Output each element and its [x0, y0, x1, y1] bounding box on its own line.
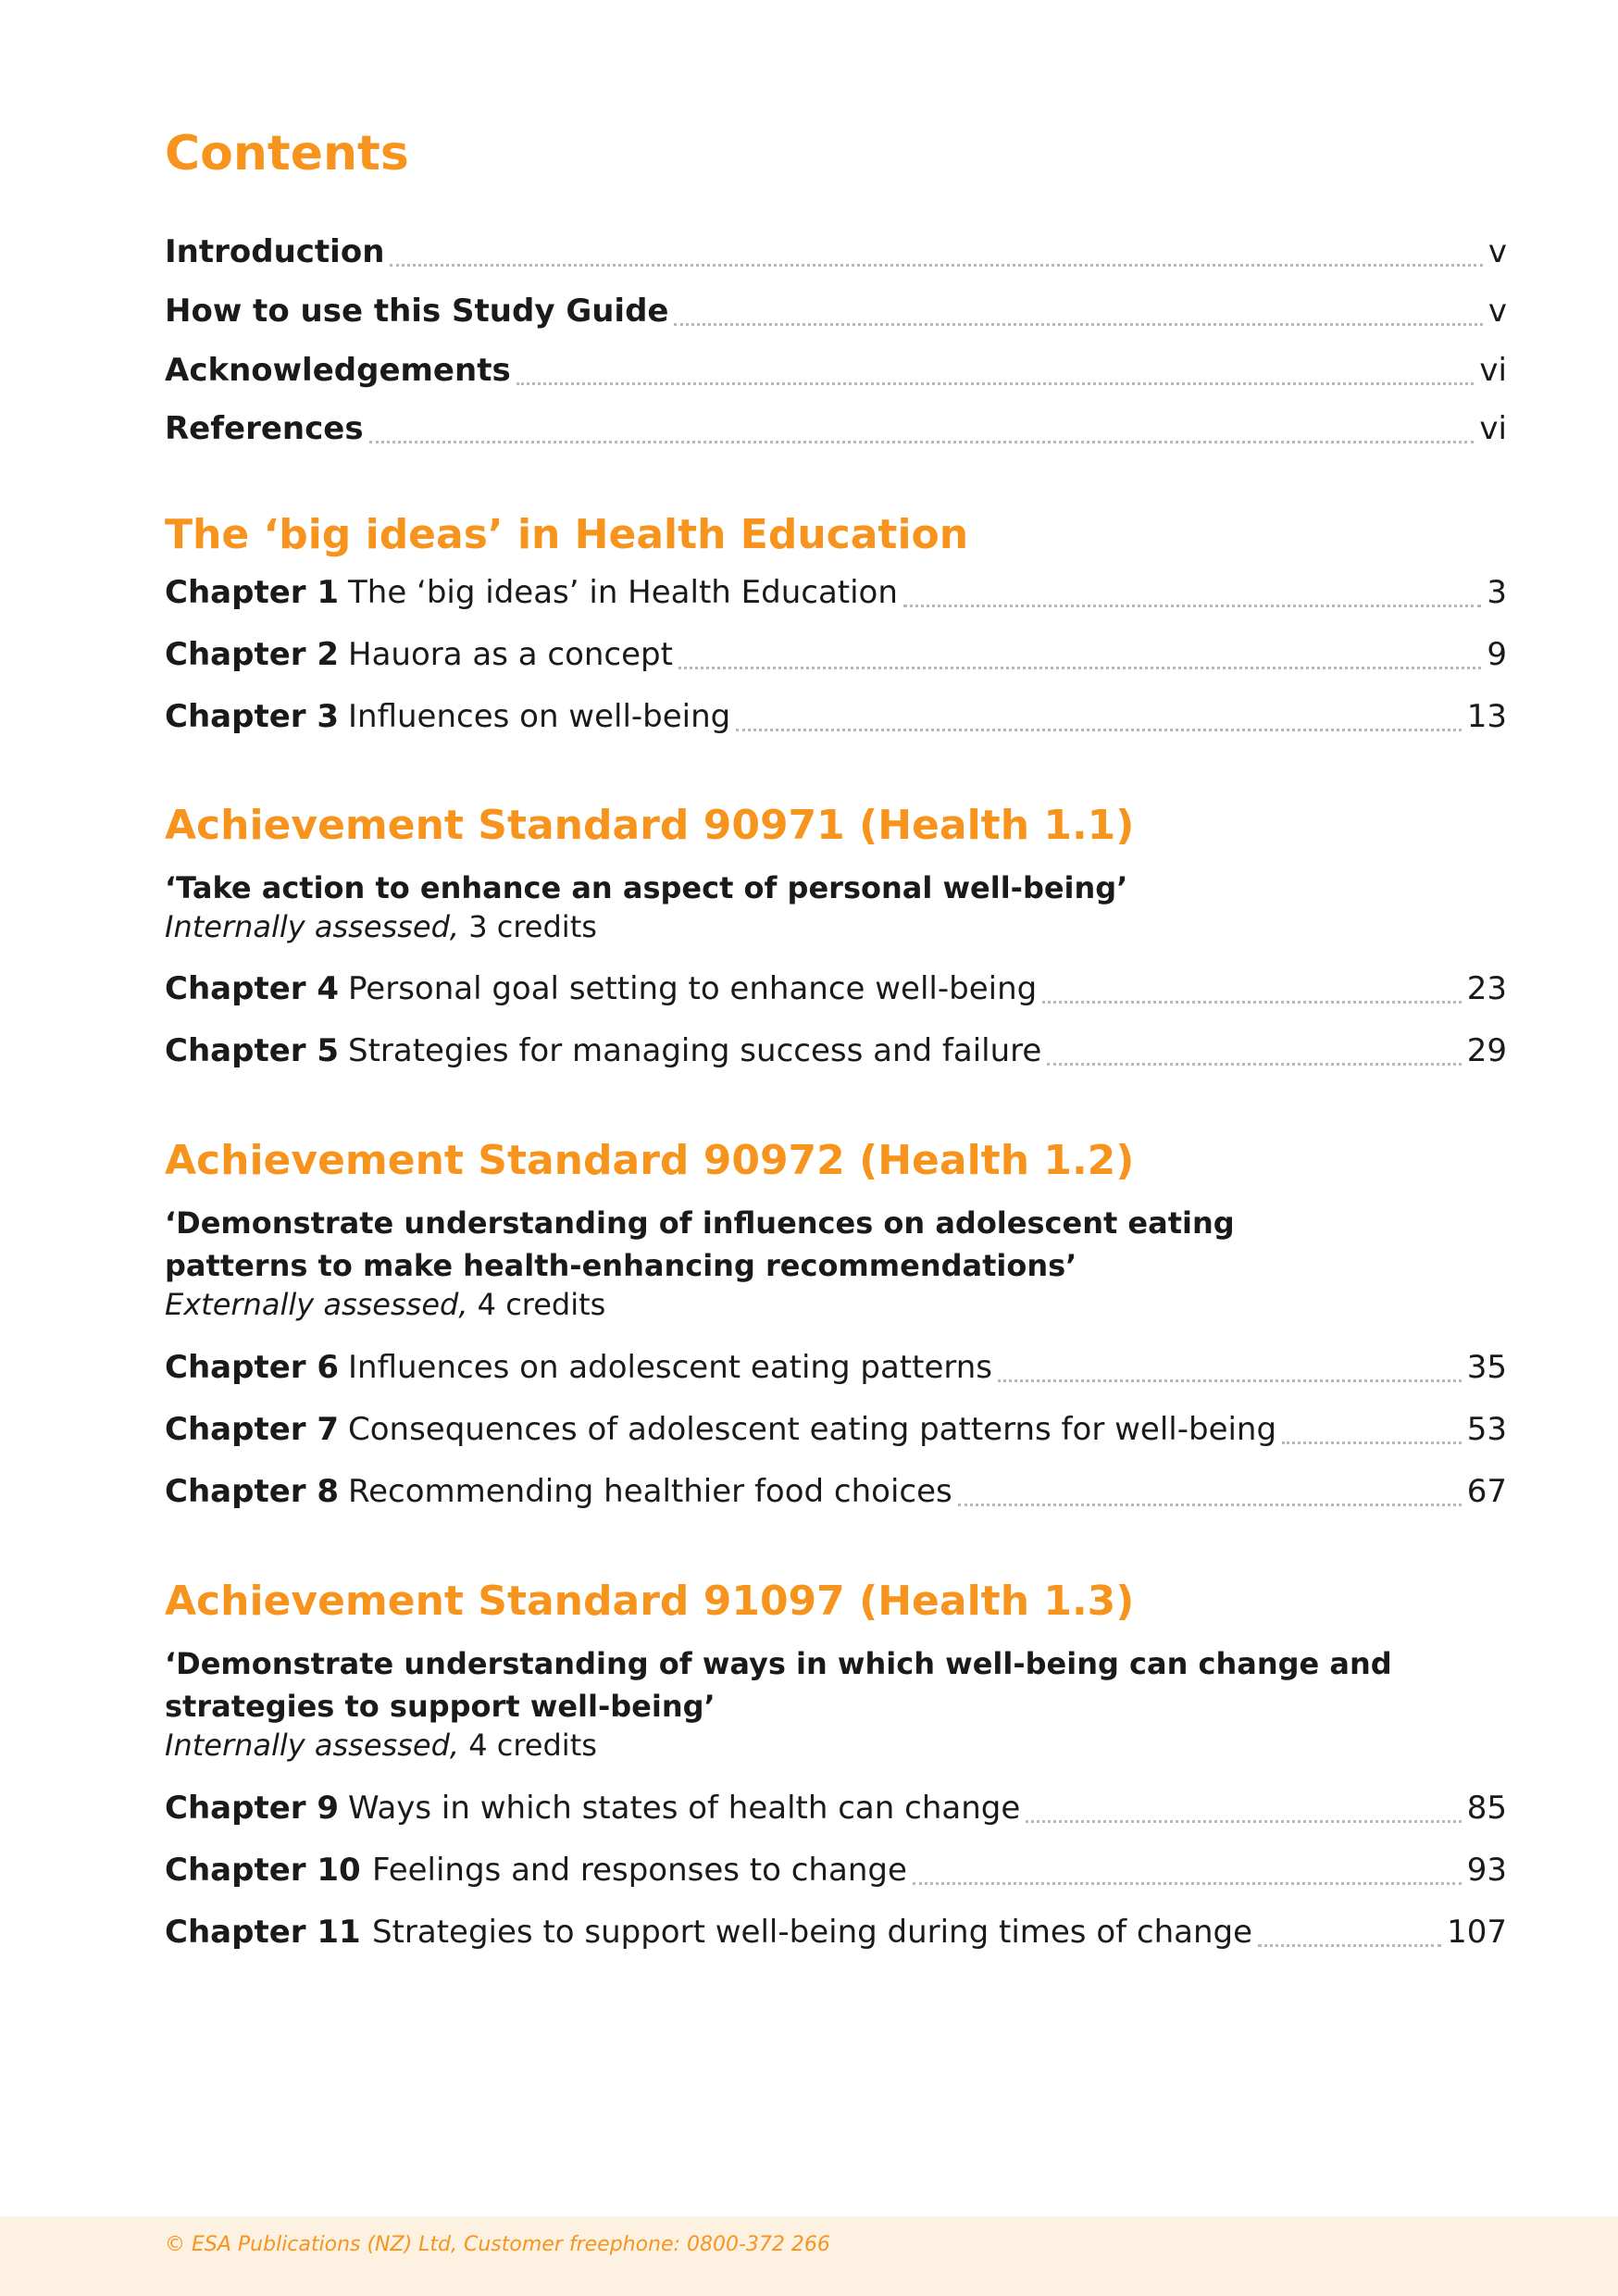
dot-leader: [517, 382, 1475, 385]
toc-entry-chapter-8[interactable]: [165, 1473, 1507, 1519]
toc-entry-chapter-1[interactable]: [165, 574, 1507, 620]
chapter-page: 35: [1466, 1349, 1507, 1386]
entry-label: Introduction: [165, 233, 385, 270]
chapter-page: 29: [1466, 1032, 1507, 1069]
dot-leader: [1042, 1001, 1462, 1004]
toc-entry-chapter-3[interactable]: [165, 698, 1507, 744]
dot-leader: [958, 1504, 1462, 1506]
toc-entry-references[interactable]: [165, 410, 1507, 456]
chapter-title: The ‘big ideas’ in Health Education: [348, 574, 898, 611]
standard-title: ‘Demonstrate understanding of ways in which well-being can change and strategies to support well-being’: [165, 1646, 1392, 1724]
chapter-number: Chapter 11: [165, 1914, 361, 1951]
chapter-page: 85: [1466, 1790, 1507, 1827]
toc-entry-chapter-6[interactable]: [165, 1349, 1507, 1395]
toc-entry-chapter-2[interactable]: [165, 636, 1507, 682]
section-heading: Achievement Standard 91097 (Health 1.3): [165, 1578, 1135, 1625]
chapter-page: 67: [1466, 1473, 1507, 1510]
chapter-number: Chapter 3: [165, 698, 340, 735]
assessment-info: [165, 1287, 605, 1322]
toc-entry-chapter-4[interactable]: [165, 970, 1507, 1017]
chapter-page: 23: [1466, 970, 1507, 1007]
chapter-title: Personal goal setting to enhance well-being: [348, 970, 1038, 1007]
dot-leader: [998, 1379, 1462, 1382]
dot-leader: [1026, 1820, 1461, 1823]
toc-entry-acknowledgements[interactable]: [165, 352, 1507, 398]
entry-page: vi: [1479, 352, 1507, 389]
credits: 4 credits: [468, 1728, 597, 1763]
standard-title: ‘Take action to enhance an aspect of personal well-being’: [165, 870, 1128, 905]
chapter-number: Chapter 2: [165, 636, 340, 673]
dot-leader: [390, 264, 1482, 267]
toc-entry-chapter-7[interactable]: [165, 1411, 1507, 1457]
chapter-title: Feelings and responses to change: [372, 1852, 907, 1889]
entry-page: vi: [1479, 410, 1507, 447]
chapter-number: Chapter 5: [165, 1032, 340, 1069]
credits: 4 credits: [477, 1287, 606, 1322]
toc-entry-chapter-10[interactable]: [165, 1852, 1507, 1898]
page-footer: [0, 2216, 1618, 2296]
dot-leader: [736, 729, 1461, 731]
dot-leader: [903, 605, 1481, 607]
assessment-type: Externally assessed,: [165, 1287, 468, 1322]
section-heading: The ‘big ideas’ in Health Education: [165, 511, 969, 558]
entry-page: v: [1487, 233, 1507, 270]
dot-leader: [913, 1882, 1462, 1885]
toc-entry-chapter-9[interactable]: [165, 1790, 1507, 1836]
toc-entry-how-to-use[interactable]: [165, 293, 1507, 339]
assessment-type: Internally assessed,: [165, 1728, 460, 1763]
chapter-page: 9: [1487, 636, 1507, 673]
standard-title: ‘Demonstrate understanding of influences on adolescent eating patterns to make health-enhancing recommendations’: [165, 1205, 1235, 1283]
section-heading: Achievement Standard 90972 (Health 1.2): [165, 1137, 1135, 1184]
toc-entry-chapter-11[interactable]: [165, 1914, 1507, 1960]
assessment-type: Internally assessed,: [165, 909, 460, 944]
chapter-title: Recommending healthier food choices: [348, 1473, 952, 1510]
chapter-title: Ways in which states of health can change: [348, 1790, 1021, 1827]
chapter-title: Consequences of adolescent eating patterns for well-being: [348, 1411, 1277, 1448]
chapter-title: Influences on adolescent eating patterns: [348, 1349, 993, 1386]
assessment-info: [165, 1728, 597, 1763]
entry-page: v: [1487, 293, 1507, 330]
chapter-number: Chapter 8: [165, 1473, 340, 1510]
chapter-number: Chapter 1: [165, 574, 340, 611]
dot-leader: [369, 441, 1475, 443]
assessment-info: [165, 909, 597, 944]
dot-leader: [674, 323, 1482, 326]
chapter-page: 53: [1466, 1411, 1507, 1448]
entry-label: Acknowledgements: [165, 352, 511, 389]
toc-entry-chapter-5[interactable]: [165, 1032, 1507, 1079]
dot-leader: [1282, 1441, 1462, 1444]
credits: 3 credits: [468, 909, 597, 944]
section-heading: Achievement Standard 90971 (Health 1.1): [165, 802, 1135, 849]
chapter-title: Strategies for managing success and failure: [348, 1032, 1042, 1069]
toc-entry-introduction[interactable]: [165, 233, 1507, 280]
chapter-title: Strategies to support well-being during times of change: [372, 1914, 1253, 1951]
chapter-number: Chapter 7: [165, 1411, 340, 1448]
page-title: Contents: [165, 126, 409, 181]
dot-leader: [1258, 1944, 1441, 1947]
chapter-page: 107: [1447, 1914, 1507, 1951]
chapter-number: Chapter 9: [165, 1790, 340, 1827]
chapter-page: 93: [1466, 1852, 1507, 1889]
chapter-page: 13: [1466, 698, 1507, 735]
chapter-page: 3: [1487, 574, 1507, 611]
dot-leader: [678, 667, 1481, 669]
entry-label: How to use this Study Guide: [165, 293, 669, 330]
entry-label: References: [165, 410, 364, 447]
chapter-number: Chapter 4: [165, 970, 340, 1007]
dot-leader: [1047, 1063, 1461, 1066]
footer-copyright: © ESA Publications (NZ) Ltd, Customer freephone: 0800-372 266: [165, 2233, 830, 2256]
chapter-number: Chapter 6: [165, 1349, 340, 1386]
chapter-title: Hauora as a concept: [348, 636, 673, 673]
chapter-title: Influences on well-being: [348, 698, 731, 735]
chapter-number: Chapter 10: [165, 1852, 361, 1889]
